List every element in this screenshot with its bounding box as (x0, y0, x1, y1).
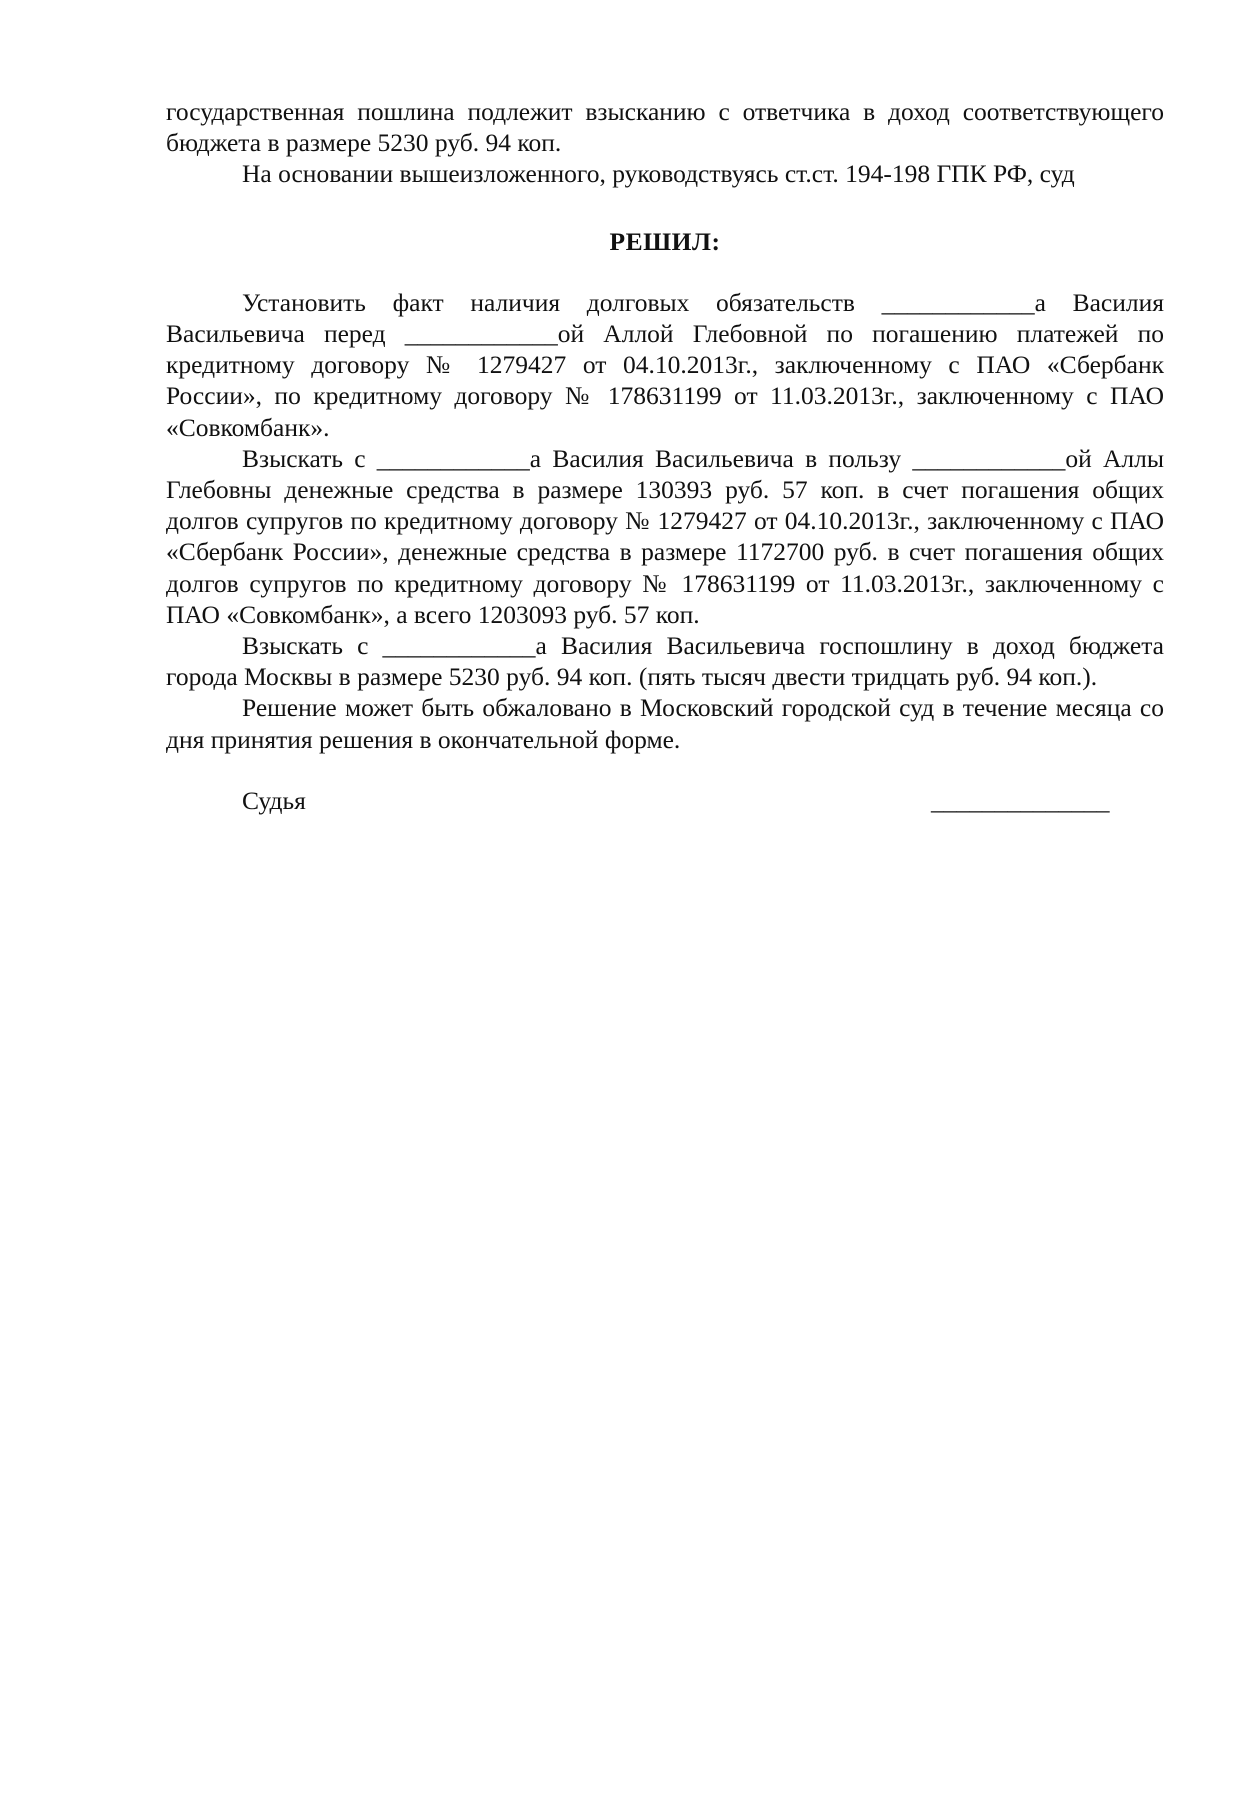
judge-label: Судья (242, 785, 306, 815)
redacted-name-blank: ____________ (912, 443, 1066, 473)
paragraph-recover-duty (166, 630, 1164, 692)
redacted-name-blank: ____________ (404, 319, 558, 349)
redacted-name-blank: ____________ (881, 287, 1035, 317)
paragraph-text: ой Аллы Глебовны денежные средства в размере 130393 руб. 57 коп. в счет погашения общих долгов супругов по кредитному договору № 1279427 от 04.10.2013г., заключенному с ПАО «Сбербанк России», денежные средства в размере 1172700 руб. в счет погашения общих долгов супругов по кредитному договору № 178631199 от 11.03.2013г., заключенному с ПАО «Совкомбанк», а всего 1203093 руб. 57 коп. (166, 443, 1164, 629)
paragraph-state-duty: государственная пошлина подлежит взысканию с ответчика в доход соответствующего бюджета в размере 5230 руб. 94 коп. (166, 97, 1164, 158)
paragraph-grounds: На основании вышеизложенного, руководствуясь ст.ст. 194-198 ГПК РФ, суд (242, 159, 1075, 189)
redacted-name-blank: ____________ (376, 443, 530, 473)
signature-line: ______________ (931, 785, 1110, 815)
paragraph-text: а Василия Васильевича перед (166, 287, 1164, 349)
signature-block (166, 785, 1164, 819)
paragraph-recover-funds (166, 443, 1164, 630)
paragraph-text: Взыскать с (242, 443, 377, 473)
paragraph-appeal: Решение может быть обжаловано в Московский городской суд в течение месяца со дня принятия решения в окончательной форме. (166, 693, 1164, 754)
paragraph-text: ой Аллой Глебовной по погашению платежей по кредитному договору № 1279427 от 04.10.2013г., заключенному с ПАО «Сбербанк России», по кредитному договору № 178631199 от 11.03.2013г., заключенному с ПАО «Совкомбанк». (166, 319, 1164, 442)
ruling-heading: РЕШИЛ: (609, 226, 721, 256)
redacted-name-blank: ____________ (382, 631, 536, 661)
document-body (166, 96, 1164, 819)
paragraph-establish-debt (166, 287, 1164, 443)
paragraph-text: Установить факт наличия долговых обязательств (242, 287, 882, 317)
paragraph-text: Взыскать с (242, 631, 383, 661)
paragraph-text: а Василия Васильевича в пользу (529, 443, 913, 473)
paragraph-text: а Василия Васильевича госпошлину в доход бюджета города Москвы в размере 5230 руб. 94 коп. (пять тысяч двести тридцать руб. 94 коп.). (166, 631, 1164, 692)
